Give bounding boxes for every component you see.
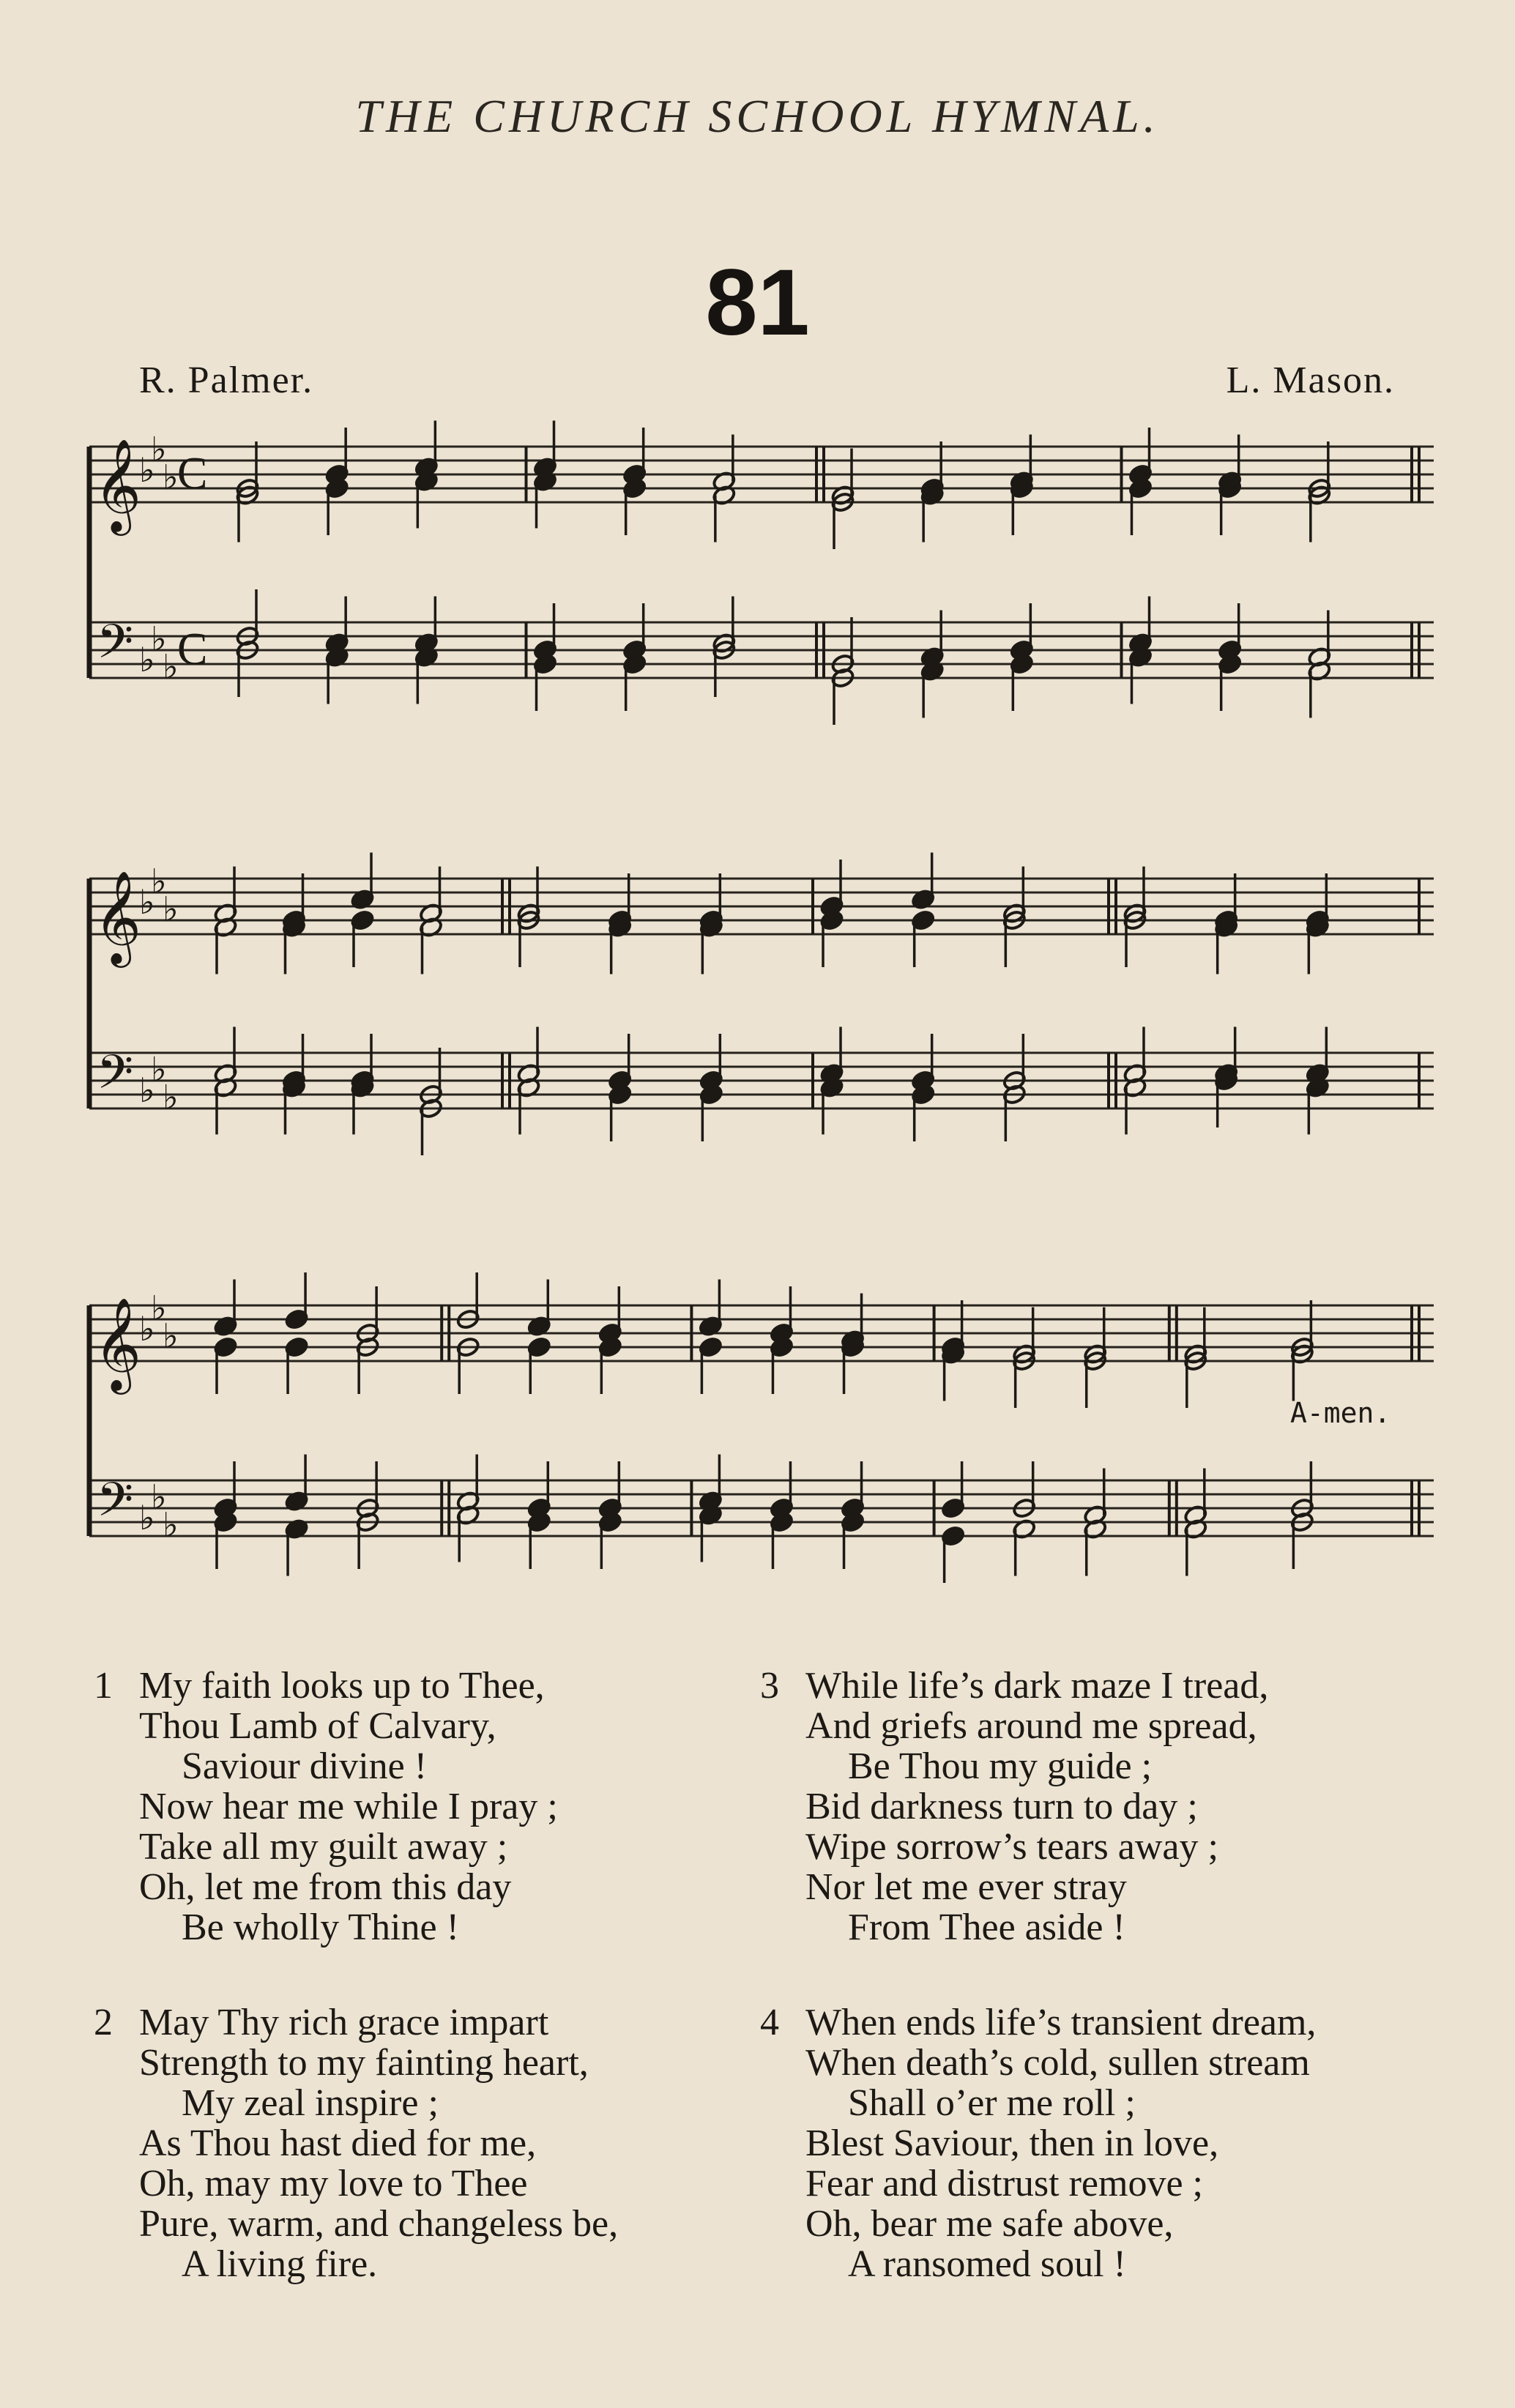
stanza-number: 1 (94, 1665, 113, 1707)
lyric-line: As Thou hast died for me, (139, 2122, 537, 2164)
lyric-line: Bid darkness turn to day ; (805, 1786, 1198, 1827)
lyric-line: Oh, may my love to Thee (139, 2163, 528, 2204)
author-credit: R. Palmer. (139, 359, 314, 401)
lyric-line: Blest Saviour, then in love, (805, 2122, 1219, 2164)
lyric-line: When death’s cold, sullen stream (805, 2042, 1310, 2084)
lyric-line: Be wholly Thine ! (182, 1906, 459, 1948)
lyric-line: Shall o’er me roll ; (848, 2082, 1136, 2124)
lyric-line: Thou Lamb of Calvary, (139, 1705, 496, 1747)
lyric-line: Wipe sorrow’s tears away ; (805, 1826, 1218, 1868)
lyric-line: Now hear me while I pray ; (139, 1786, 558, 1827)
running-title: THE CHURCH SCHOOL HYMNAL. (355, 90, 1160, 142)
amen-label: A-men. (1290, 1397, 1391, 1429)
flat-sign: ♭ (151, 1049, 167, 1089)
flat-sign: ♭ (163, 1316, 179, 1356)
flat-sign: ♭ (151, 1477, 167, 1517)
flat-sign: ♭ (151, 861, 167, 901)
lyric-line: Take all my guilt away ; (139, 1826, 508, 1868)
lyric-line: A ransomed soul ! (848, 2243, 1126, 2285)
time-signature: C (177, 449, 208, 499)
lyric-line: Fear and distrust remove ; (805, 2163, 1203, 2204)
lyric-line: And griefs around me spread, (805, 1705, 1257, 1747)
lyric-line: Be Thou my guide ; (848, 1745, 1153, 1787)
flat-sign: ♭ (163, 1505, 179, 1545)
treble-clef: 𝄞 (94, 438, 142, 532)
bass-clef: 𝄢 (97, 1473, 134, 1539)
lyric-line: Nor let me ever stray (805, 1866, 1127, 1908)
lyric-line: My zeal inspire ; (182, 2082, 439, 2124)
lyric-line: From Thee aside ! (848, 1906, 1125, 1948)
stanza-2 (94, 2002, 619, 2285)
treble-clef: 𝄞 (94, 870, 142, 963)
flat-sign: ♭ (163, 457, 179, 497)
lyric-line: Oh, let me from this day (139, 1866, 512, 1908)
time-signature: C (177, 625, 208, 674)
lyric-line: While life’s dark maze I tread, (805, 1665, 1269, 1707)
flat-sign: ♭ (151, 1288, 167, 1328)
treble-clef: 𝄞 (94, 1297, 142, 1390)
stanza-number: 3 (760, 1665, 779, 1707)
flat-sign: ♭ (163, 889, 179, 929)
bass-clef: 𝄢 (97, 1045, 134, 1111)
score-system-1 (89, 421, 1434, 726)
lyric-line: Pure, warm, and changeless be, (139, 2203, 619, 2245)
stanza-number: 4 (760, 2002, 779, 2043)
stanza-4 (760, 2002, 1317, 2285)
flat-sign: ♭ (139, 450, 155, 490)
lyric-line: Saviour divine ! (182, 1745, 428, 1787)
lyric-line: When ends life’s transient dream, (805, 2002, 1317, 2043)
composer-credit: L. Mason. (1226, 359, 1395, 401)
hymn-number: 81 (705, 250, 810, 355)
stanza-1 (94, 1665, 558, 1948)
flat-sign: ♭ (139, 1309, 155, 1349)
lyric-line: Strength to my fainting heart, (139, 2042, 589, 2084)
score-system-2 (89, 853, 1434, 1156)
flat-sign: ♭ (151, 619, 167, 659)
lyric-line: A living fire. (182, 2243, 378, 2285)
flat-sign: ♭ (139, 640, 155, 679)
stanza-3 (760, 1665, 1269, 1948)
flat-sign: ♭ (151, 429, 167, 469)
flat-sign: ♭ (139, 882, 155, 922)
flat-sign: ♭ (139, 1498, 155, 1537)
bass-clef: 𝄢 (97, 615, 134, 681)
stanza-number: 2 (94, 2002, 113, 2043)
flat-sign: ♭ (163, 646, 179, 687)
score-system-3 (89, 1272, 1434, 1583)
flat-sign: ♭ (139, 1070, 155, 1110)
flat-sign: ♭ (163, 1077, 179, 1117)
lyric-line: May Thy rich grace impart (139, 2002, 549, 2043)
lyric-line: My faith looks up to Thee, (139, 1665, 545, 1707)
lyric-line: Oh, bear me safe above, (805, 2203, 1174, 2245)
